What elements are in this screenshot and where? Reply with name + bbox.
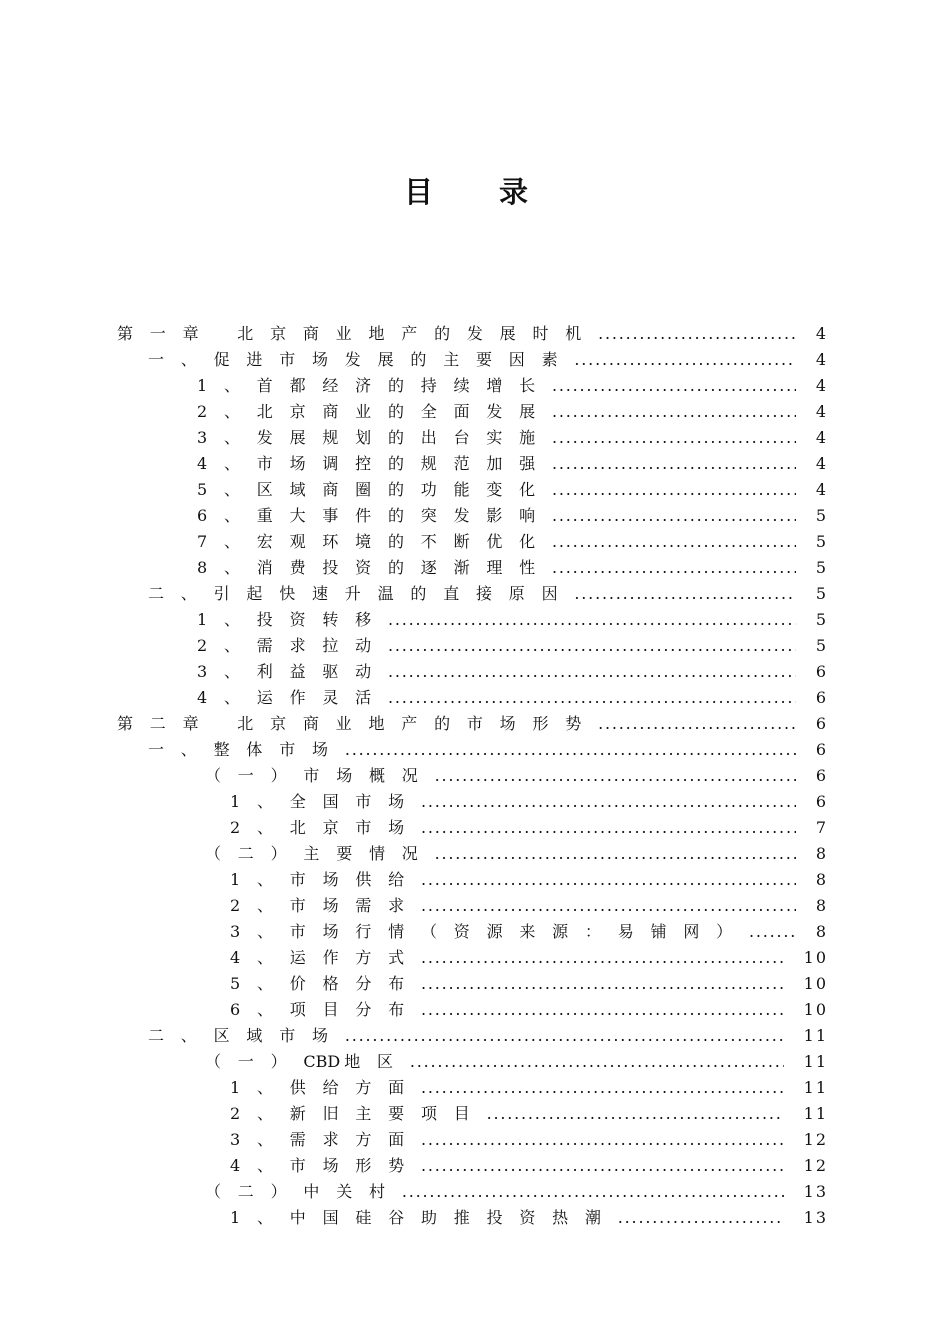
toc-page-number: 4 (815, 402, 828, 421)
toc-dot-leader (421, 971, 784, 997)
toc-dot-leader (421, 867, 796, 893)
toc-entry-subitem (0, 919, 828, 945)
toc-dot-leader (552, 503, 796, 529)
toc-entry-title: 3、利益驱动 (197, 662, 388, 681)
toc-entry-title: 4、运作灵活 (197, 688, 388, 707)
toc-page-number: 5 (815, 532, 828, 551)
toc-entry-item (0, 451, 828, 477)
toc-entry-title: （一）CBD 地区 (205, 1052, 410, 1071)
toc-entry-title: 6、重大事件的突发影响 (197, 506, 552, 525)
toc-page-number: 12 (803, 1156, 828, 1175)
toc-entry-subitem (0, 1075, 828, 1101)
toc-dot-leader (435, 841, 796, 867)
toc-entry-subsection (0, 763, 828, 789)
toc-page-number: 4 (815, 324, 828, 343)
toc-entry-title: （二）主要情况 (205, 844, 435, 863)
toc-dot-leader (598, 321, 796, 347)
toc-page-number: 5 (815, 558, 828, 577)
toc-dot-leader (421, 1153, 784, 1179)
toc-dot-leader (552, 425, 796, 451)
toc-page-number: 4 (815, 428, 828, 447)
toc-entry-title: 1、中国硅谷助推投资热潮 (230, 1208, 618, 1227)
toc-entry-item (0, 633, 828, 659)
toc-entry-title: 3、发展规划的出台实施 (197, 428, 552, 447)
toc-entry-item (0, 529, 828, 555)
toc-dot-leader (749, 919, 796, 945)
toc-entry-title: 第二章 北京商业地产的市场形势 (117, 714, 599, 733)
toc-entry-title: 6、项目分布 (230, 1000, 421, 1019)
toc-page-number: 11 (803, 1026, 828, 1045)
toc-entry-title: 2、北京商业的全面发展 (197, 402, 552, 421)
toc-dot-leader (388, 633, 796, 659)
toc-dot-leader (421, 893, 796, 919)
toc-dot-leader (435, 763, 796, 789)
toc-entry-subitem (0, 971, 828, 997)
toc-dot-leader (402, 1179, 784, 1205)
toc-entry-item (0, 399, 828, 425)
toc-dot-leader (487, 1101, 784, 1127)
toc-entry-title: 5、价格分布 (230, 974, 421, 993)
toc-entry-item (0, 503, 828, 529)
toc-dot-leader (574, 347, 795, 373)
toc-entry-chapter (0, 321, 828, 347)
toc-dot-leader (388, 659, 796, 685)
toc-page-number: 4 (815, 480, 828, 499)
toc-dot-leader (598, 711, 796, 737)
toc-dot-leader (421, 789, 796, 815)
toc-entry-title: 2、市场需求 (230, 896, 421, 915)
toc-dot-leader (345, 1023, 784, 1049)
toc-page-number: 4 (815, 454, 828, 473)
toc-entry-subsection (0, 1179, 828, 1205)
toc-dot-leader (421, 815, 796, 841)
toc-page-number: 7 (815, 818, 828, 837)
toc-page-number: 8 (815, 844, 828, 863)
toc-entry-chapter (0, 711, 828, 737)
toc-entry-title: 5、区域商圈的功能变化 (197, 480, 552, 499)
toc-dot-leader (388, 685, 796, 711)
toc-page-number: 6 (815, 740, 828, 759)
toc-dot-leader (421, 1127, 784, 1153)
toc-page-number: 8 (815, 922, 828, 941)
toc-entry-subitem (0, 945, 828, 971)
toc-page-number: 8 (815, 896, 828, 915)
toc-entry-section (0, 347, 828, 373)
toc-entry-title: 二、区域市场 (148, 1026, 345, 1045)
toc-page-number: 10 (803, 974, 828, 993)
toc-entry-item (0, 477, 828, 503)
toc-entry-item (0, 555, 828, 581)
toc-entry-subitem (0, 1153, 828, 1179)
toc-entry-subitem (0, 815, 828, 841)
toc-entry-title: 一、促进市场发展的主要因素 (148, 350, 575, 369)
toc-entry-subsection (0, 1049, 828, 1075)
toc-dot-leader (552, 555, 796, 581)
toc-dot-leader (421, 997, 784, 1023)
toc-entry-item (0, 373, 828, 399)
toc-entry-title: （二）中关村 (205, 1182, 402, 1201)
toc-dot-leader (574, 581, 795, 607)
toc-dot-leader (388, 607, 796, 633)
toc-page-number: 6 (815, 688, 828, 707)
toc-entry-subitem (0, 997, 828, 1023)
toc-entry-title: 1、全国市场 (230, 792, 421, 811)
toc-entry-title: 2、需求拉动 (197, 636, 388, 655)
toc-entry-title: 3、需求方面 (230, 1130, 421, 1149)
toc-dot-leader (410, 1049, 784, 1075)
toc-dot-leader (552, 529, 796, 555)
toc-entry-title: 4、运作方式 (230, 948, 421, 967)
toc-entry-title: 二、引起快速升温的直接原因 (148, 584, 575, 603)
toc-entry-title: 第一章 北京商业地产的发展时机 (117, 324, 599, 343)
toc-entry-subitem (0, 1205, 828, 1231)
toc-entry-title: 3、市场行情（资源来源：易铺网） (230, 922, 749, 941)
toc-dot-leader (552, 399, 796, 425)
toc-page-number: 5 (815, 506, 828, 525)
toc-entry-title: 2、北京市场 (230, 818, 421, 837)
toc-entry-section (0, 737, 828, 763)
toc-dot-leader (618, 1205, 784, 1231)
toc-page-number: 5 (815, 610, 828, 629)
toc-entry-subsection (0, 841, 828, 867)
toc-page-number: 6 (815, 792, 828, 811)
toc-dot-leader (552, 373, 796, 399)
toc-page-number: 5 (815, 636, 828, 655)
toc-entry-item (0, 685, 828, 711)
toc-page-number: 11 (803, 1104, 828, 1123)
toc-page-number: 5 (815, 584, 828, 603)
toc-dot-leader (552, 477, 796, 503)
toc-entry-subitem (0, 867, 828, 893)
toc-entry-subitem (0, 893, 828, 919)
table-of-contents (0, 321, 828, 1231)
toc-page-number: 6 (815, 662, 828, 681)
toc-page-number: 6 (815, 714, 828, 733)
toc-page-number: 10 (803, 948, 828, 967)
toc-entry-section (0, 581, 828, 607)
toc-entry-title: 7、宏观环境的不断优化 (197, 532, 552, 551)
page-title: 目录 (404, 175, 595, 209)
toc-page-number: 8 (815, 870, 828, 889)
toc-dot-leader (421, 945, 784, 971)
toc-dot-leader (421, 1075, 784, 1101)
toc-entry-title: 1、市场供给 (230, 870, 421, 889)
toc-page-number: 4 (815, 376, 828, 395)
toc-entry-item (0, 425, 828, 451)
toc-page-number: 4 (815, 350, 828, 369)
toc-entry-title: 一、整体市场 (148, 740, 345, 759)
toc-page-number: 11 (803, 1078, 828, 1097)
toc-entry-title: 2、新旧主要项目 (230, 1104, 487, 1123)
toc-entry-title: 1、首都经济的持续增长 (197, 376, 552, 395)
toc-entry-title: 8、消费投资的逐渐理性 (197, 558, 552, 577)
toc-entry-item (0, 607, 828, 633)
toc-entry-section (0, 1023, 828, 1049)
toc-page-number: 6 (815, 766, 828, 785)
toc-dot-leader (345, 737, 796, 763)
toc-entry-subitem (0, 789, 828, 815)
toc-page-number: 13 (803, 1182, 828, 1201)
toc-entry-title: （一）市场概况 (205, 766, 435, 785)
toc-entry-subitem (0, 1101, 828, 1127)
toc-page-number: 10 (803, 1000, 828, 1019)
toc-entry-title: 1、供给方面 (230, 1078, 421, 1097)
toc-entry-title: 4、市场形势 (230, 1156, 421, 1175)
toc-entry-title: 1、投资转移 (197, 610, 388, 629)
toc-entry-title: 4、市场调控的规范加强 (197, 454, 552, 473)
toc-dot-leader (552, 451, 796, 477)
toc-page-number: 13 (803, 1208, 828, 1227)
toc-entry-item (0, 659, 828, 685)
toc-page-number: 12 (803, 1130, 828, 1149)
toc-page-number: 11 (803, 1052, 828, 1071)
toc-entry-subitem (0, 1127, 828, 1153)
